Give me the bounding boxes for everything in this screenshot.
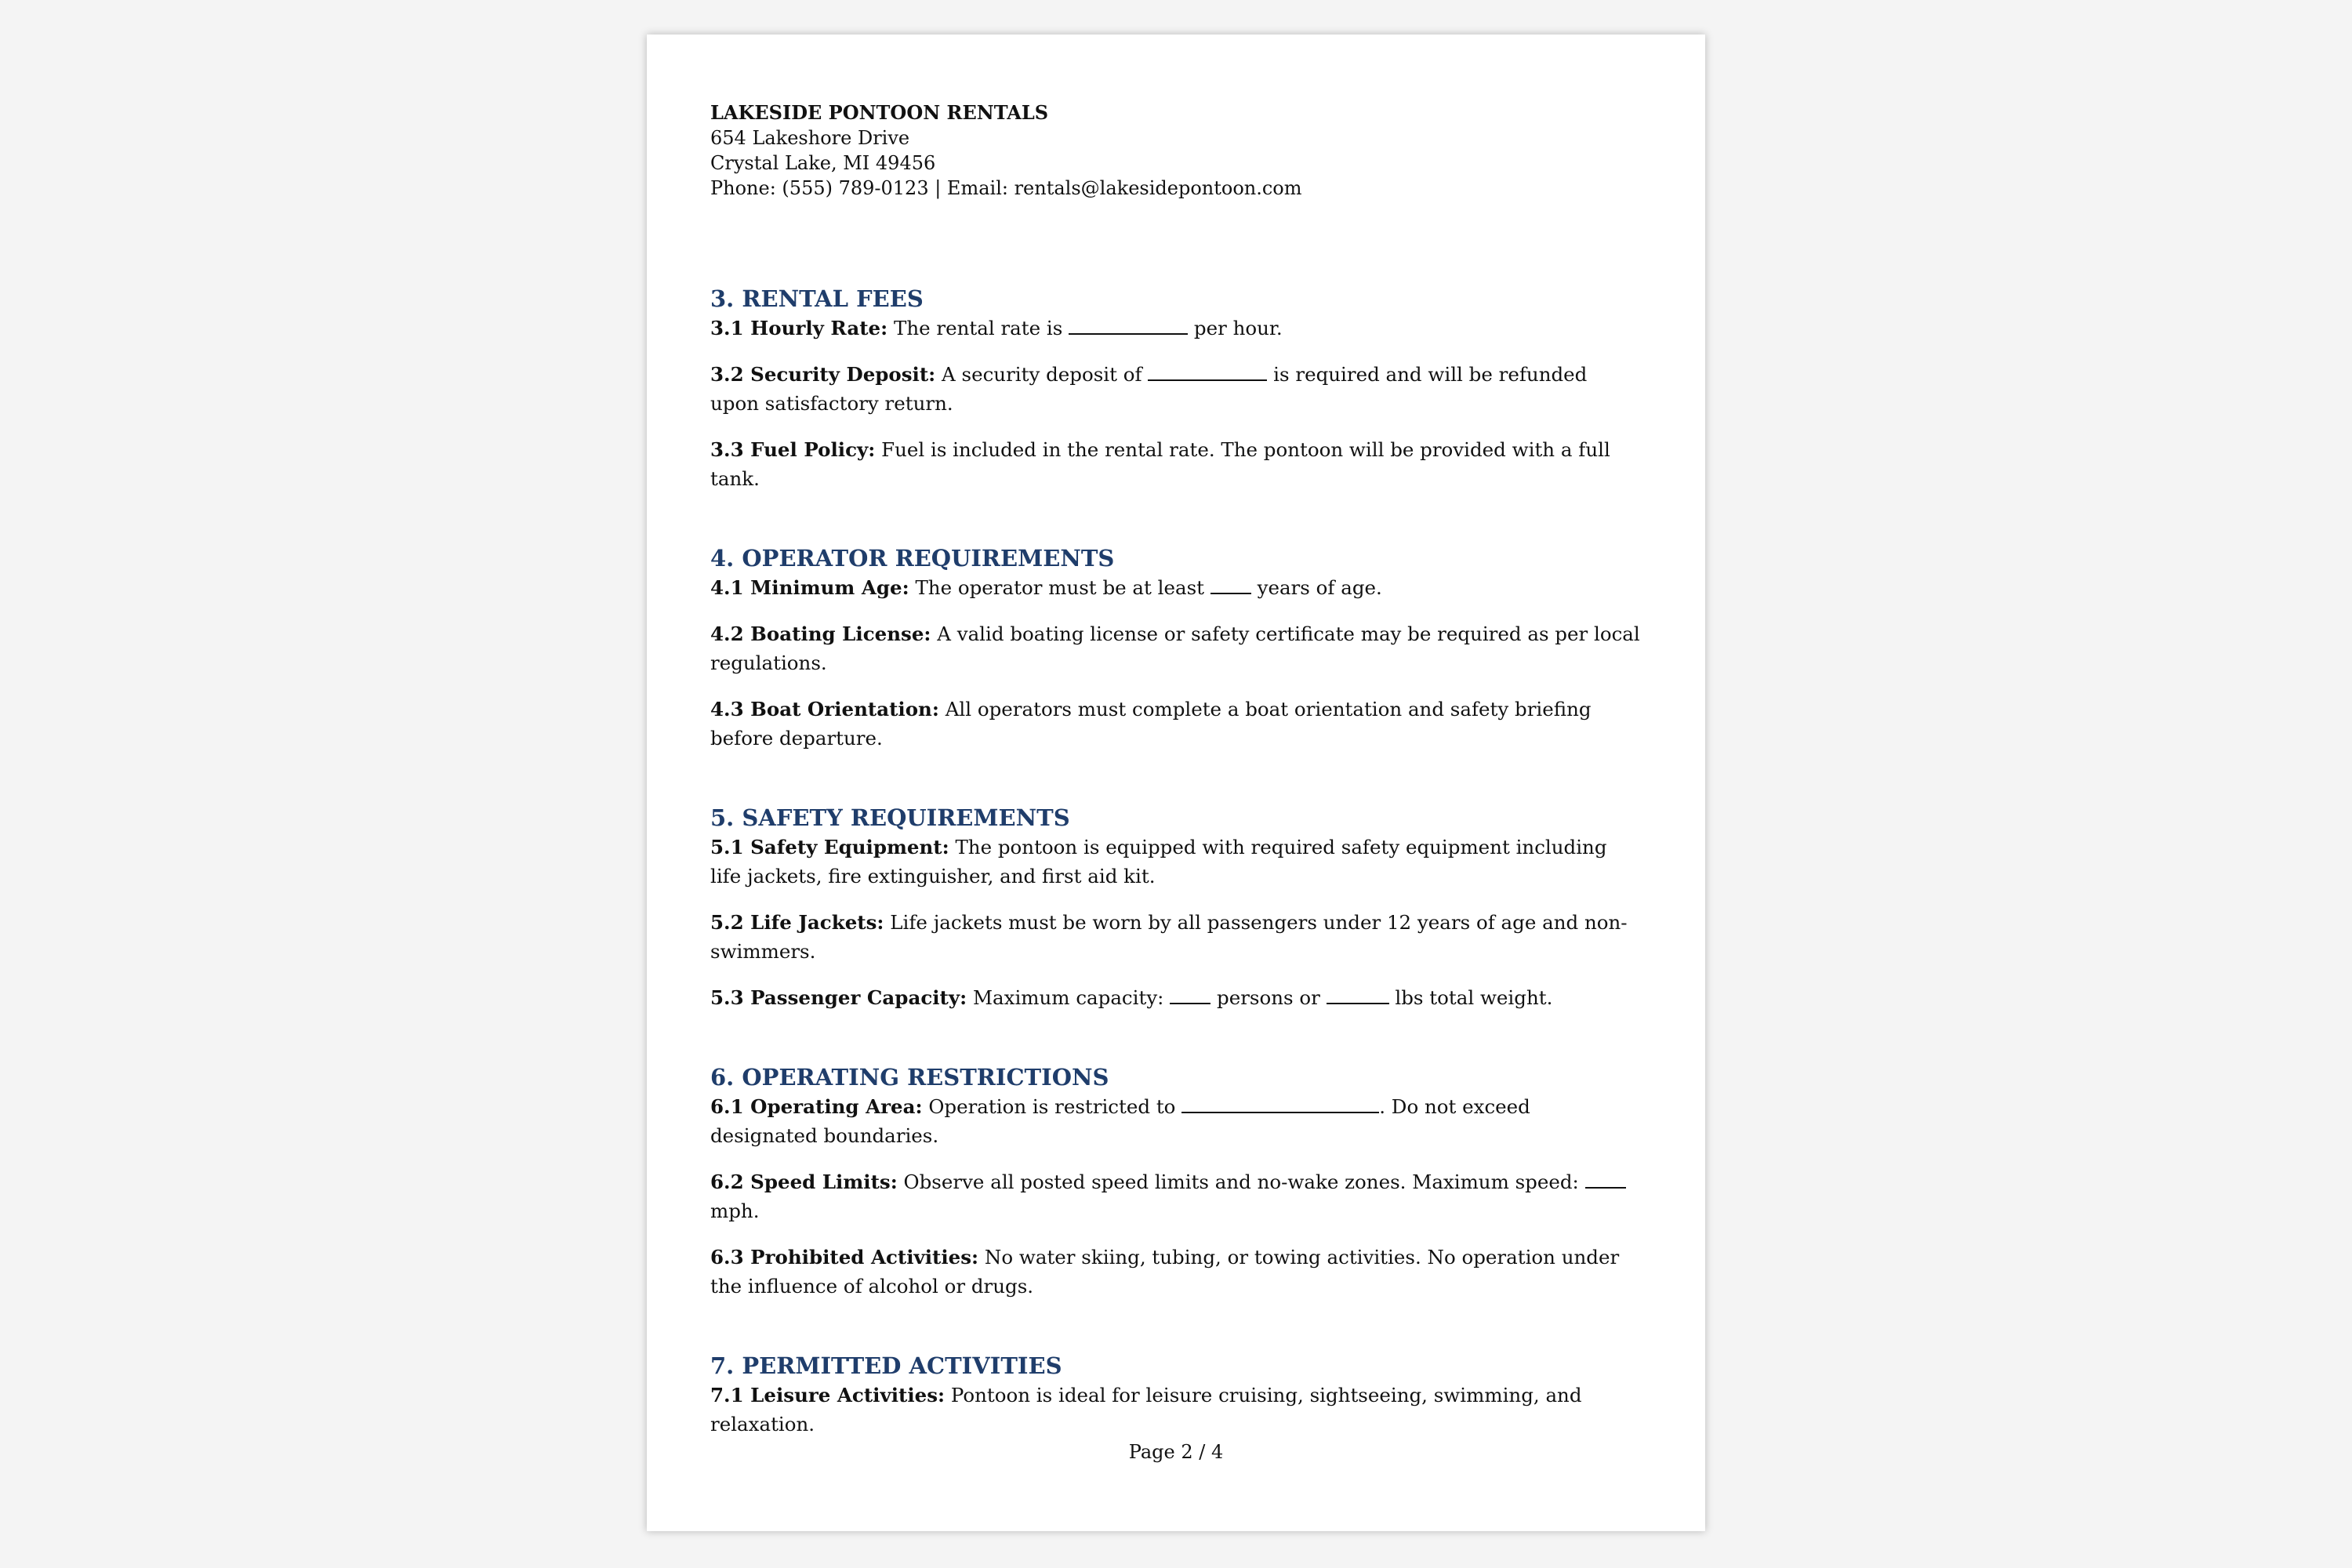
section-title: 7. PERMITTED ACTIVITIES — [710, 1352, 1062, 1379]
clause-fuel-policy — [710, 435, 1640, 493]
blank-field-age[interactable] — [1210, 575, 1251, 594]
clause-label: 4.3 Boat Orientation: — [710, 698, 939, 720]
page-content — [710, 100, 1640, 1456]
clause-text: Maximum capacity: — [972, 986, 1171, 1009]
page-number: Page 2 / 4 — [1128, 1441, 1224, 1463]
clause-label: 4.1 Minimum Age: — [710, 576, 909, 599]
clause-minimum-age — [710, 573, 1640, 602]
section-safety-requirements — [710, 803, 1640, 1012]
clause-text: mph. — [710, 1200, 760, 1222]
clause-text: persons or — [1210, 986, 1327, 1009]
clause-text: A valid boating license or safety certificate may be required as per local regulations. — [710, 622, 1640, 674]
company-name: LAKESIDE PONTOON RENTALS — [710, 101, 1049, 124]
clause-passenger-capacity — [710, 983, 1640, 1012]
document-page — [647, 34, 1705, 1531]
blank-field-deposit[interactable] — [1148, 362, 1267, 381]
blank-field-operating-area[interactable] — [1181, 1094, 1379, 1113]
blank-field-weight[interactable] — [1327, 985, 1389, 1004]
clause-operating-area — [710, 1092, 1640, 1150]
clause-text: Life jackets must be worn by all passengers under 12 years of age and non-swimmers. — [710, 911, 1628, 963]
clause-prohibited-activities — [710, 1243, 1640, 1301]
letterhead — [710, 100, 1640, 201]
clause-label: 5.2 Life Jackets: — [710, 911, 884, 934]
clause-text: Observe all posted speed limits and no-wake zones. Maximum speed: — [903, 1171, 1585, 1193]
clause-text: . Do not exceed designated boundaries. — [710, 1095, 1530, 1147]
section-title: 6. OPERATING RESTRICTIONS — [710, 1064, 1109, 1091]
clause-text: years of age. — [1250, 576, 1382, 599]
clause-boating-license — [710, 619, 1640, 677]
clause-text: per hour. — [1188, 317, 1283, 339]
clause-label: 4.2 Boating License: — [710, 622, 931, 645]
section-title: 4. OPERATOR REQUIREMENTS — [710, 545, 1115, 572]
clause-label: 5.1 Safety Equipment: — [710, 836, 949, 858]
contact-line: Phone: (555) 789-0123 | Email: rentals@lakesidepontoon.com — [710, 177, 1302, 199]
clause-text: lbs total weight. — [1388, 986, 1553, 1009]
clause-label: 3.2 Security Deposit: — [710, 363, 936, 386]
section-rental-fees — [710, 284, 1640, 493]
clause-leisure-activities — [710, 1381, 1640, 1439]
address-line-2: Crystal Lake, MI 49456 — [710, 152, 936, 174]
clause-life-jackets — [710, 908, 1640, 966]
section-title: 3. RENTAL FEES — [710, 285, 924, 312]
clause-hourly-rate — [710, 314, 1640, 343]
clause-text: Operation is restricted to — [928, 1095, 1182, 1118]
clause-text: Pontoon is ideal for leisure cruising, sightseeing, swimming, and relaxation. — [710, 1384, 1582, 1436]
clause-label: 6.1 Operating Area: — [710, 1095, 923, 1118]
section-operator-requirements — [710, 543, 1640, 753]
clause-label: 5.3 Passenger Capacity: — [710, 986, 967, 1009]
clause-text: The pontoon is equipped with required safety equipment including life jackets, fire extinguisher, and first aid kit. — [710, 836, 1607, 887]
blank-field-speed[interactable] — [1585, 1170, 1626, 1189]
address-line-1: 654 Lakeshore Drive — [710, 127, 910, 149]
clause-text: All operators must complete a boat orientation and safety briefing before departure. — [710, 698, 1592, 750]
clause-label: 6.2 Speed Limits: — [710, 1171, 898, 1193]
clause-speed-limits — [710, 1167, 1640, 1225]
clause-safety-equipment — [710, 833, 1640, 891]
clause-label: 3.1 Hourly Rate: — [710, 317, 888, 339]
clause-text: No water skiing, tubing, or towing activities. No operation under the influence of alcohol or drugs. — [710, 1246, 1620, 1298]
clause-boat-orientation — [710, 695, 1640, 753]
clause-text: The rental rate is — [893, 317, 1069, 339]
clause-text: is required and will be refunded upon satisfactory return. — [710, 363, 1588, 415]
clause-security-deposit — [710, 360, 1640, 418]
section-title: 5. SAFETY REQUIREMENTS — [710, 804, 1070, 831]
section-operating-restrictions — [710, 1062, 1640, 1301]
section-permitted-activities — [710, 1351, 1640, 1439]
blank-field-hourly-rate[interactable] — [1069, 316, 1188, 335]
clause-text: Fuel is included in the rental rate. The pontoon will be provided with a full tank. — [710, 438, 1610, 490]
clause-text: The operator must be at least — [915, 576, 1210, 599]
clause-label: 6.3 Prohibited Activities: — [710, 1246, 979, 1269]
blank-field-persons[interactable] — [1170, 985, 1210, 1004]
clause-label: 7.1 Leisure Activities: — [710, 1384, 946, 1406]
clause-text: A security deposit of — [942, 363, 1149, 386]
clause-label: 3.3 Fuel Policy: — [710, 438, 876, 461]
